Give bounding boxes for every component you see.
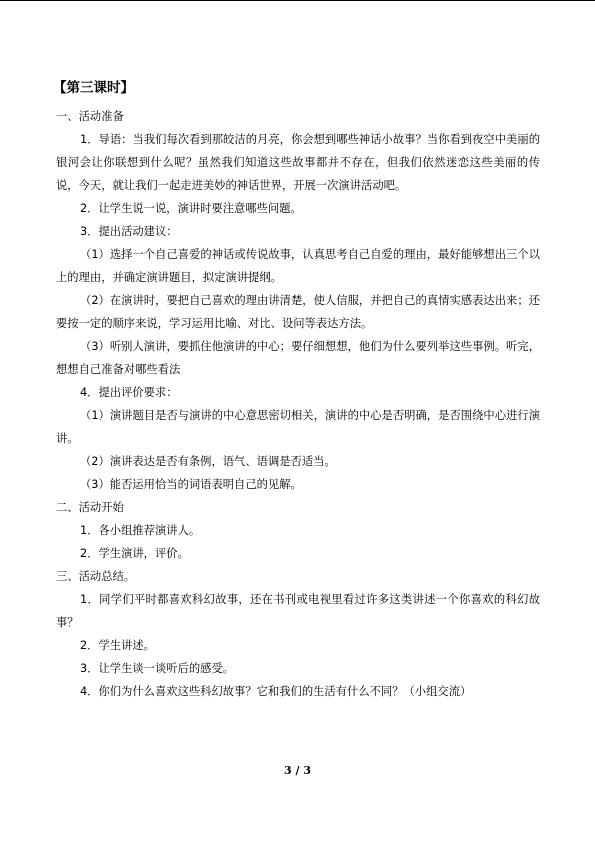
section-heading-3: 三、活动总结。 (56, 570, 136, 583)
section-heading-1: 一、活动准备 (56, 110, 124, 123)
start-item-1: 1．各小组推荐演讲人。 (80, 524, 201, 537)
section-heading-2: 二、活动开始 (56, 501, 124, 514)
summary-item-1: 1．同学们平时都喜欢科幻故事，还在书刊或电视里看过许多这类讲述一个你喜欢的科幻故事？ (56, 593, 540, 629)
summary-item-2: 2．学生讲述。 (80, 639, 155, 652)
criteria-3: （3）能否运用恰当的词语表明自己的见解。 (80, 478, 302, 491)
paragraph-item-2: 2．让学生说一说，演讲时要注意哪些问题。 (80, 202, 302, 215)
lesson-title: 【第三课时】 (53, 80, 134, 96)
criteria-1: （1）演讲题目是否与演讲的中心意思密切相关，演讲的中心是否明确，是否围绕中心进行演讲。 (56, 409, 540, 445)
suggestion-2: （2）在演讲时，要把自己喜欢的理由讲清楚，使人信服，并把自己的真情实感表达出来；还要按一定的顺序来说，学习运用比喻、对比、设问等表达方法。 (56, 294, 540, 330)
paragraph-item-4: 4．提出评价要求： (80, 386, 178, 399)
suggestion-3: （3）听别人演讲，要抓住他演讲的中心；要仔细想想，他们为什么要列举这些事例。听完，想想自己准备对哪些看法 (56, 340, 540, 376)
paragraph-intro: 1．导语：当我们每次看到那皎洁的月亮，你会想到哪些神话小故事？当你看到夜空中美丽的银河会让你联想到什么呢？虽然我们知道这些故事都并不存在，但我们依然迷恋这些美丽的传说，今天，就让我们一起走进美妙的神话世界，开展一次演讲活动吧。 (56, 133, 540, 192)
criteria-2: （2）演讲表达是否有条例，语气、语调是否适当。 (80, 455, 336, 468)
page-number: 3 / 3 (284, 764, 311, 777)
paragraph-item-3: 3．提出活动建议： (80, 225, 178, 238)
start-item-2: 2．学生演讲，评价。 (80, 547, 189, 560)
summary-item-3: 3．让学生谈一谈听后的感受。 (80, 662, 235, 675)
document-body (53, 76, 540, 703)
suggestion-1: （1）选择一个自己喜爱的神话或传说故事，认真思考自己自爱的理由，最好能够想出三个以上的理由，并确定演讲题目，拟定演讲提纲。 (56, 248, 540, 284)
summary-item-4: 4．你们为什么喜欢这些科幻故事？它和我们的生活有什么不同？（小组交流） (80, 685, 472, 698)
top-rule (0, 0, 595, 1)
